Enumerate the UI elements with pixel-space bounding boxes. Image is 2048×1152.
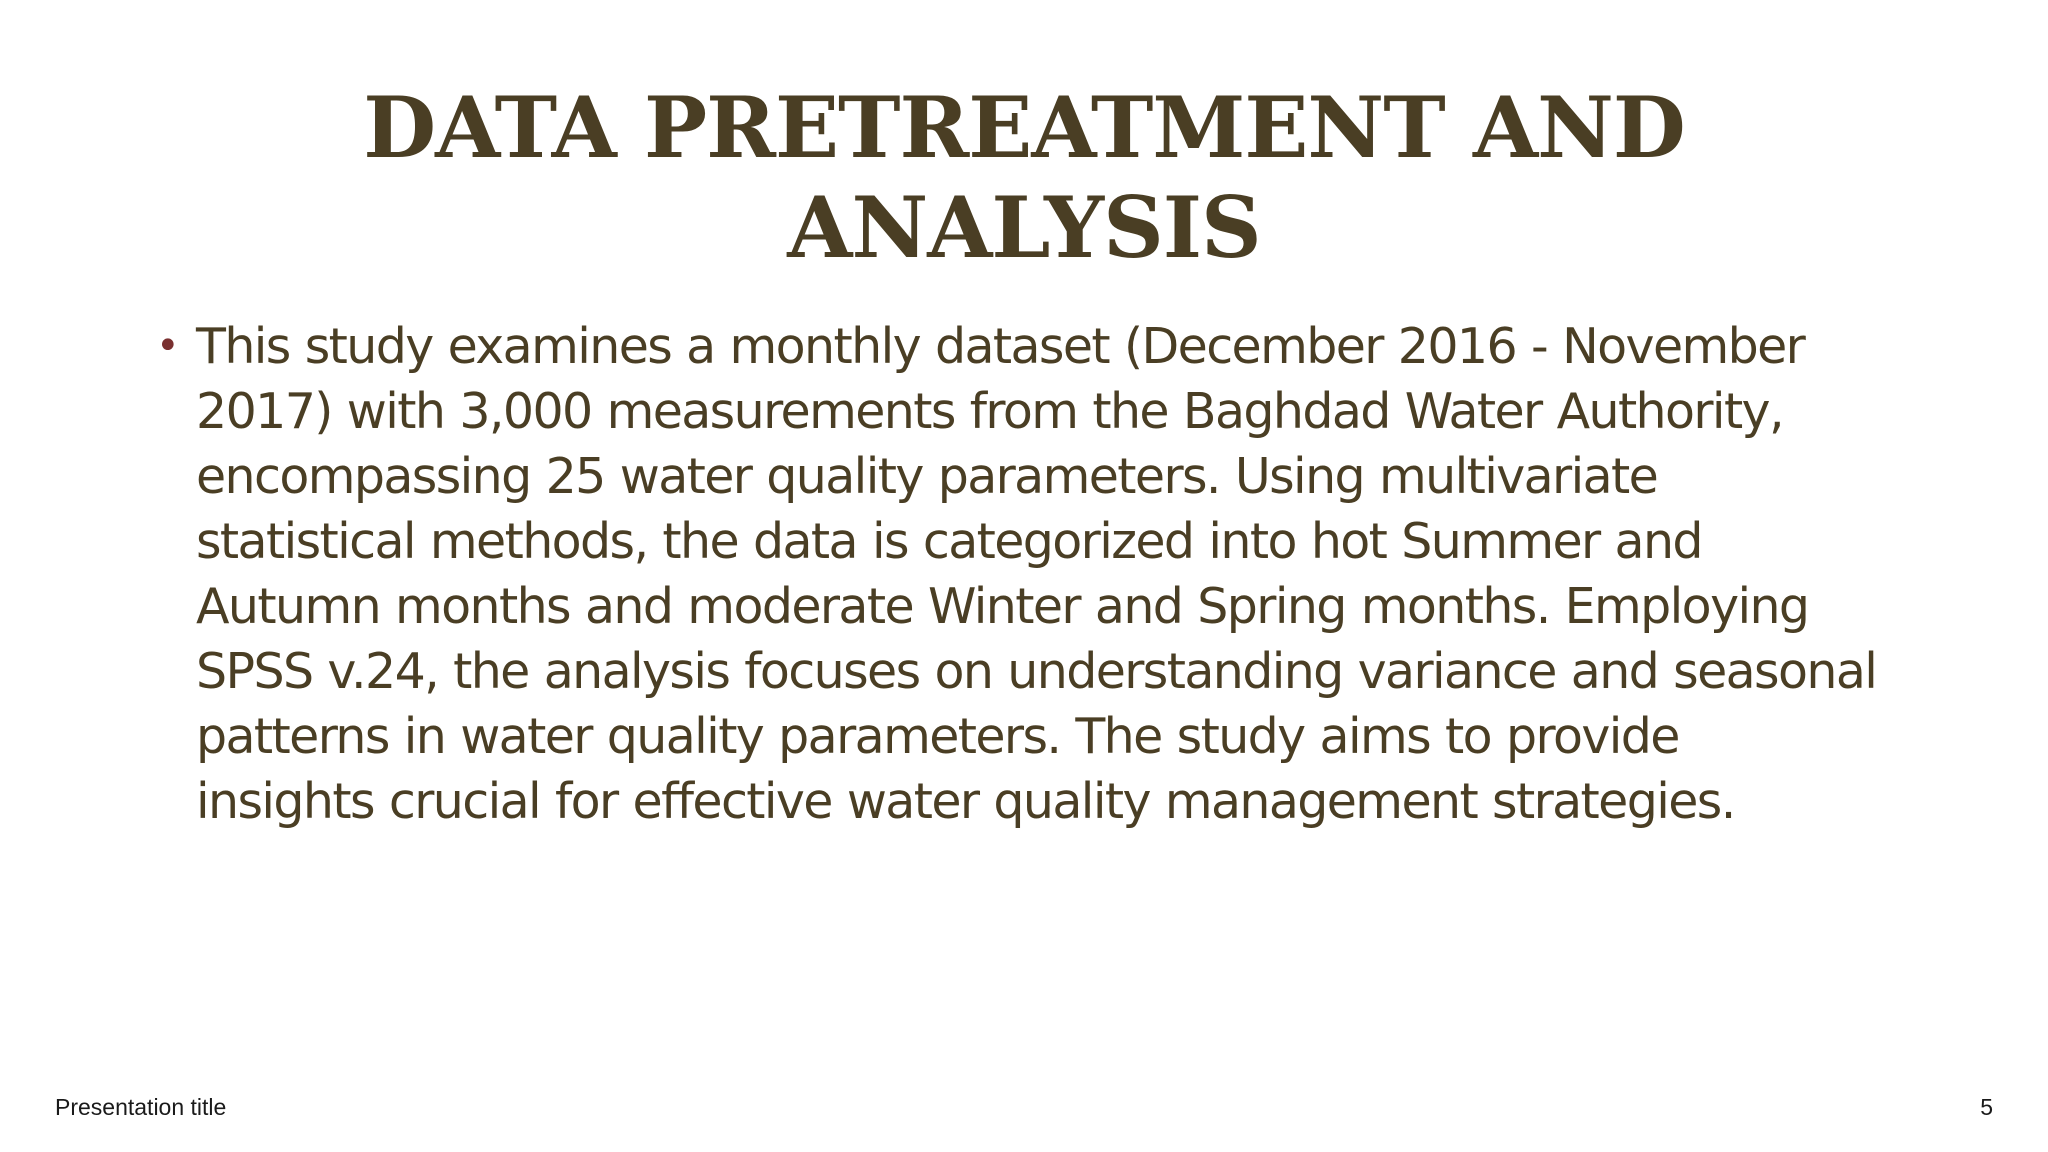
- bullet-dot-icon: •: [156, 323, 178, 369]
- slide-body: [156, 314, 1956, 834]
- slide-title-line-1: DATA PRETREATMENT AND: [363, 78, 1685, 177]
- footer-presentation-title: Presentation title: [55, 1094, 227, 1120]
- bullet-text-line-4: statistical methods, the data is categorized into hot Summer and: [196, 513, 1702, 570]
- page-number: 5: [1980, 1094, 1993, 1120]
- bullet-text-line-3: encompassing 25 water quality parameters. Using multivariate: [196, 448, 1658, 505]
- slide-title-line-2: ANALYSIS: [787, 178, 1261, 277]
- bullet-text-line-8: insights crucial for effective water quality management strategies.: [196, 773, 1735, 830]
- bullet-item: [156, 314, 1956, 834]
- slide-title: [300, 78, 1748, 278]
- bullet-text-line-5: Autumn months and moderate Winter and Spring months. Employing: [196, 578, 1809, 635]
- bullet-text-line-1: This study examines a monthly dataset (December 2016 - November: [196, 318, 1805, 375]
- bullet-text-line-6: SPSS v.24, the analysis focuses on understanding variance and seasonal: [196, 643, 1877, 700]
- bullet-text-line-2: 2017) with 3,000 measurements from the Baghdad Water Authority,: [196, 383, 1783, 440]
- bullet-text-line-7: patterns in water quality parameters. The study aims to provide: [196, 708, 1679, 765]
